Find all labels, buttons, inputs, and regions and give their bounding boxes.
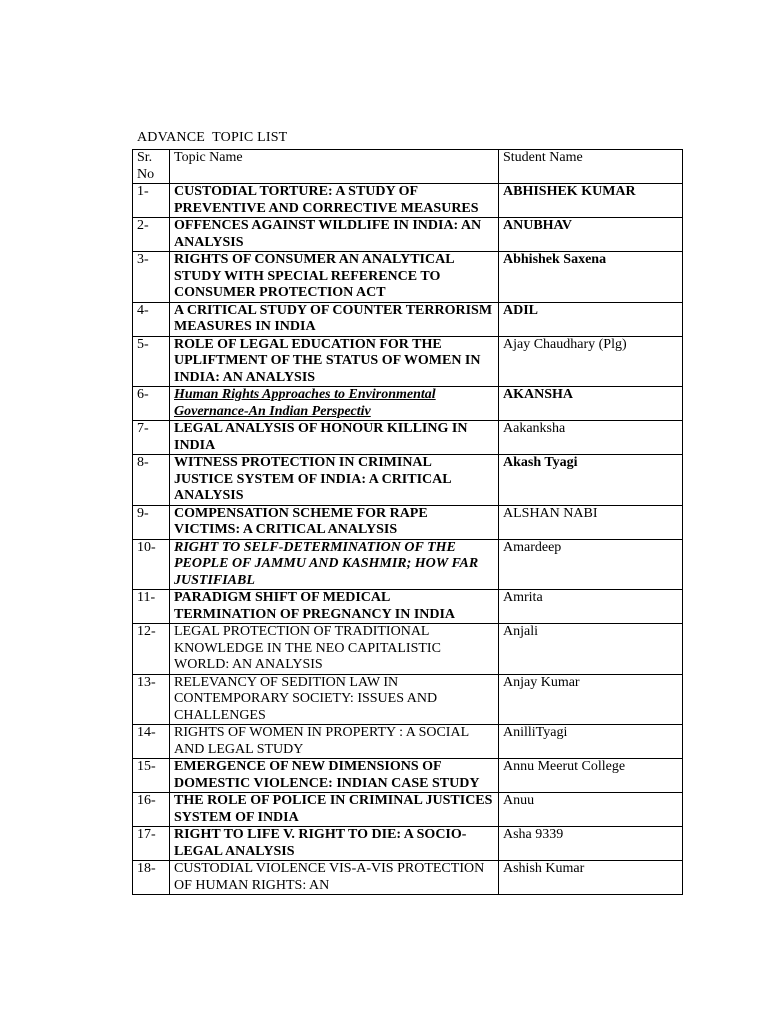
header-student-name: Student Name [499,150,683,184]
student-name-cell: AnilliTyagi [499,725,683,759]
sr-no-cell: 8- [133,455,170,506]
sr-no-cell: 14- [133,725,170,759]
table-row [133,674,683,725]
topic-name-cell: CUSTODIAL VIOLENCE VIS-A-VIS PROTECTION OF HUMAN RIGHTS: AN [170,861,499,895]
topic-name-cell: RIGHTS OF WOMEN IN PROPERTY : A SOCIAL AND LEGAL STUDY [170,725,499,759]
table-row [133,793,683,827]
student-name-cell: Abhishek Saxena [499,252,683,303]
student-name-cell: Anuu [499,793,683,827]
topic-table-body [133,150,683,895]
topic-name-cell: OFFENCES AGAINST WILDLIFE IN INDIA: AN ANALYSIS [170,218,499,252]
student-name-cell: Aakanksha [499,421,683,455]
header-topic-name: Topic Name [170,150,499,184]
topic-name-cell: ROLE OF LEGAL EDUCATION FOR THE UPLIFTMENT OF THE STATUS OF WOMEN IN INDIA: AN ANALYSIS [170,336,499,387]
student-name-cell: Anjay Kumar [499,674,683,725]
student-name-cell: Asha 9339 [499,827,683,861]
student-name-cell: Ajay Chaudhary (Plg) [499,336,683,387]
table-row [133,455,683,506]
sr-no-cell: 3- [133,252,170,303]
sr-no-cell: 1- [133,184,170,218]
table-row [133,387,683,421]
sr-no-cell: 15- [133,759,170,793]
table-row [133,590,683,624]
table-row [133,624,683,675]
table-row [133,539,683,590]
sr-no-cell: 7- [133,421,170,455]
student-name-cell: ALSHAN NABI [499,505,683,539]
sr-no-cell: 6- [133,387,170,421]
sr-no-cell: 5- [133,336,170,387]
topic-name-cell: LEGAL ANALYSIS OF HONOUR KILLING IN INDIA [170,421,499,455]
table-row [133,861,683,895]
student-name-cell: Anjali [499,624,683,675]
student-name-cell: ANUBHAV [499,218,683,252]
table-row [133,505,683,539]
sr-no-cell: 16- [133,793,170,827]
topic-name-cell: THE ROLE OF POLICE IN CRIMINAL JUSTICES SYSTEM OF INDIA [170,793,499,827]
table-row [133,252,683,303]
student-name-cell: ADIL [499,302,683,336]
sr-no-cell: 2- [133,218,170,252]
topic-name-cell: RIGHT TO SELF-DETERMINATION OF THE PEOPLE OF JAMMU AND KASHMIR; HOW FAR JUSTIFIABL [170,539,499,590]
topic-name-cell: RIGHTS OF CONSUMER AN ANALYTICAL STUDY WITH SPECIAL REFERENCE TO CONSUMER PROTECTION ACT [170,252,499,303]
header-sr-no: Sr. No [133,150,170,184]
student-name-cell: Amardeep [499,539,683,590]
sr-no-cell: 11- [133,590,170,624]
sr-no-cell: 12- [133,624,170,675]
table-row [133,725,683,759]
table-row [133,421,683,455]
page-title: ADVANCE TOPIC LIST [137,130,288,145]
topic-name-cell: WITNESS PROTECTION IN CRIMINAL JUSTICE SYSTEM OF INDIA: A CRITICAL ANALYSIS [170,455,499,506]
sr-no-cell: 17- [133,827,170,861]
student-name-cell: ABHISHEK KUMAR [499,184,683,218]
topic-name-cell: Human Rights Approaches to Environmental Governance-An Indian Perspectiv [170,387,499,421]
topic-name-cell: A CRITICAL STUDY OF COUNTER TERRORISM MEASURES IN INDIA [170,302,499,336]
sr-no-cell: 18- [133,861,170,895]
topic-name-cell: RELEVANCY OF SEDITION LAW IN CONTEMPORARY SOCIETY: ISSUES AND CHALLENGES [170,674,499,725]
table-header-row [133,150,683,184]
sr-no-cell: 10- [133,539,170,590]
topic-table [132,149,683,895]
table-row [133,184,683,218]
table-row [133,218,683,252]
sr-no-cell: 9- [133,505,170,539]
student-name-cell: AKANSHA [499,387,683,421]
topic-name-cell: EMERGENCE OF NEW DIMENSIONS OF DOMESTIC VIOLENCE: INDIAN CASE STUDY [170,759,499,793]
student-name-cell: Ashish Kumar [499,861,683,895]
topic-name-cell: PARADIGM SHIFT OF MEDICAL TERMINATION OF PREGNANCY IN INDIA [170,590,499,624]
table-row [133,302,683,336]
topic-name-cell: COMPENSATION SCHEME FOR RAPE VICTIMS: A CRITICAL ANALYSIS [170,505,499,539]
topic-name-cell: CUSTODIAL TORTURE: A STUDY OF PREVENTIVE AND CORRECTIVE MEASURES [170,184,499,218]
student-name-cell: Annu Meerut College [499,759,683,793]
table-row [133,336,683,387]
topic-name-cell: RIGHT TO LIFE V. RIGHT TO DIE: A SOCIO-LEGAL ANALYSIS [170,827,499,861]
student-name-cell: Akash Tyagi [499,455,683,506]
table-row [133,759,683,793]
table-row [133,827,683,861]
student-name-cell: Amrita [499,590,683,624]
sr-no-cell: 13- [133,674,170,725]
sr-no-cell: 4- [133,302,170,336]
topic-name-cell: LEGAL PROTECTION OF TRADITIONAL KNOWLEDGE IN THE NEO CAPITALISTIC WORLD: AN ANALYSIS [170,624,499,675]
